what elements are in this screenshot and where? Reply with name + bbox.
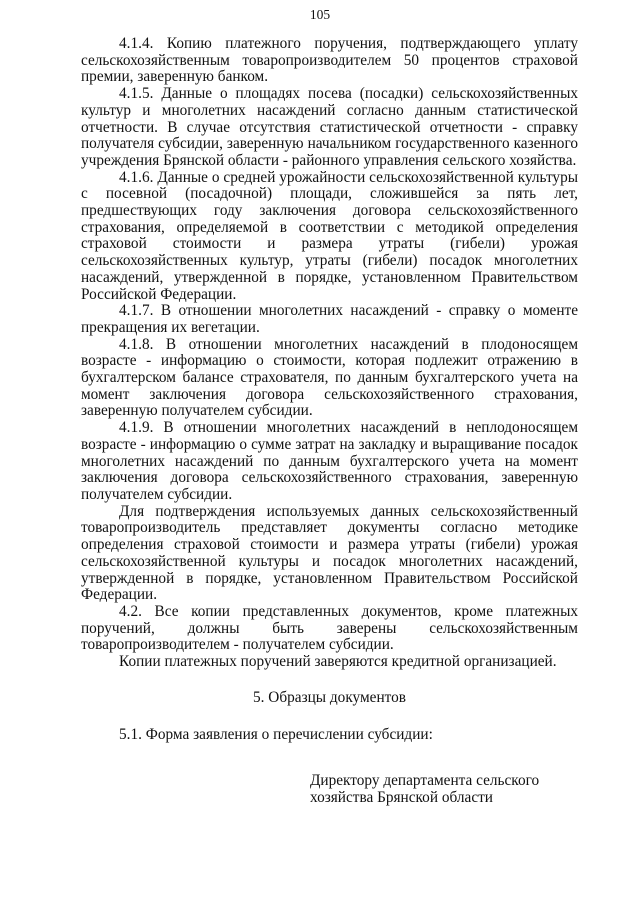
paragraph-4-1-8: 4.1.8. В отношении многолетних насаждений в плодоносящем возрасте - информацию о стоимости, которая подлежит отражению в бухгалтерском балансе страхователя, по данным бухгалтерского учета на момент заключения договора сельскохозяйственного страхования, заверенную получателем субсидии. [81,335,578,420]
paragraph-4-1-9: 4.1.9. В отношении многолетних насаждений в неплодоносящем возрасте - информацию о сумме затрат на закладку и выращивание посадок многолетних насаждений по данным бухгалтерского учета на момент заключения договора сельскохозяйственного страхования, заверенную получателем субсидии. [81,419,578,503]
paragraph-4-1-7: 4.1.7. В отношении многолетних насаждений - справку о моменте прекращения их вегетации. [81,302,578,336]
paragraph-payment-copies: Копии платежных поручений заверяются кредитной организацией. [119,653,557,671]
form-caption: 5.1. Форма заявления о перечислении субсидии: [119,726,433,744]
document-body [81,36,578,807]
paragraph-4-1-5: 4.1.5. Данные о площадях посева (посадки) сельскохозяйственных культур и многолетних насаждений согласно данным статистической отчетности. В случае отсутствия статистической отчетности - справку получателя субсидии, заверенную начальником государственного казенного учреждения Брянской области - районного управления сельского хозяйства. [81,85,578,169]
section-title: 5. Образцы документов [253,688,406,706]
paragraph-4-1-4: 4.1.4. Копию платежного поручения, подтверждающего уплату сельскохозяйственным товаропроизводителем 50 процентов страховой премии, заверенную банком. [81,35,578,86]
addressee-line: Директору департамента сельского [310,772,540,790]
addressee-block [310,773,578,806]
paragraph-4-2: 4.2. Все копии представленных документов, кроме платежных поручений, должны быть заверены сельскохозяйственным товаропроизводителем - получателем субсидии. [81,602,578,654]
page-number: 105 [309,7,331,22]
addressee-line: хозяйства Брянской области [310,788,493,806]
paragraph-4-1-6: 4.1.6. Данные о средней урожайности сельскохозяйственной культуры с посевной (посадочной) площади, сложившейся за пять лет, предшествующих году заключения договора сельскохозяйственного страхования, определяемой в соответствии с методикой определения страховой стоимости и размера утраты (гибели) урожая сельскохозяйственных культур, утраты (гибели) посадок многолетних насаждений, утвержденной в порядке, установленном Правительством Российской Федерации. [81,168,578,303]
paragraph-confirmation-data: Для подтверждения используемых данных сельскохозяйственный товаропроизводитель представляет документы согласно методике определения страховой стоимости и размера утраты (гибели) урожая сельскохозяйственной культуры и посадок многолетних насаждений, утвержденной в порядке, установленном Правительством Российской Федерации. [81,502,578,604]
